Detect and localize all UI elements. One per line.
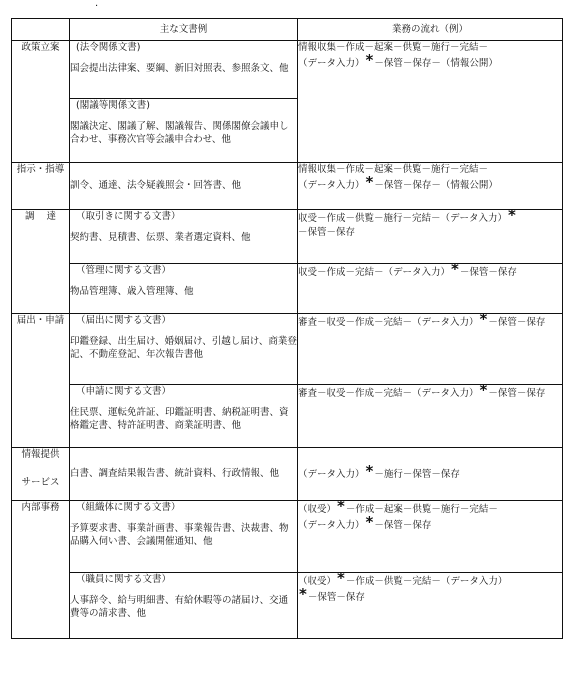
category-label: 調 bbox=[24, 211, 35, 222]
flow-line: －保管－保存 bbox=[298, 226, 356, 238]
category-policy bbox=[12, 41, 70, 163]
asterisk-marker: * bbox=[365, 512, 374, 531]
category-instruction bbox=[12, 163, 70, 210]
doc-subheading: （届出に関する文書） bbox=[76, 315, 172, 326]
doc-subheading: （申請に関する文書） bbox=[76, 386, 172, 397]
category-label: 情報提供 bbox=[21, 449, 60, 460]
flow-text: －施行－保管－保存 bbox=[374, 469, 460, 481]
flow-text: －保管－保存 bbox=[459, 267, 517, 278]
doc-subheading: (法令関係文書) bbox=[76, 42, 141, 53]
flow-text: －保管－保存 bbox=[488, 317, 546, 328]
flow-text: （データ入力） bbox=[298, 519, 365, 531]
flow-cell bbox=[298, 569, 563, 639]
table-row bbox=[12, 448, 563, 501]
flow-text: 収受－作成－供覧－施行－完結－（データ入力） bbox=[298, 213, 508, 224]
flow-cell bbox=[298, 163, 563, 210]
category-filing bbox=[12, 314, 70, 448]
doc-cell bbox=[70, 210, 298, 264]
doc-cell bbox=[70, 501, 298, 573]
doc-examples: 閣議決定、閣議了解、閣議報告、関係閣僚会議申し合わせ、事務次官等会議申合わせ、他 bbox=[70, 120, 289, 145]
doc-examples: 人事辞令、給与明細書、有給休暇等の諸届け、交通費等の請求書、他 bbox=[70, 594, 289, 619]
table-header-row bbox=[12, 19, 563, 41]
header-category bbox=[12, 19, 70, 41]
table-row bbox=[12, 264, 563, 314]
doc-subheading: （管理に関する文書） bbox=[76, 265, 172, 276]
flow-cell bbox=[298, 260, 563, 314]
flow-text: －保管－保存－（情報公開） bbox=[374, 57, 498, 69]
flow-line: 情報収集－作成－起案－供覧－施行－完結－ bbox=[298, 164, 489, 175]
table-row bbox=[12, 210, 563, 264]
flow-text: （収受） bbox=[298, 504, 337, 515]
flow-text: －保管－保存－（情報公開） bbox=[374, 179, 498, 191]
category-label: 内部事務 bbox=[21, 502, 60, 513]
doc-examples: 契約書、見積書、伝票、業者選定資料、他 bbox=[70, 231, 251, 243]
doc-cell bbox=[70, 163, 298, 210]
flow-line: 情報収集－作成－起案－供覧－施行－完結－ bbox=[298, 42, 489, 53]
flow-cell bbox=[298, 448, 563, 501]
flow-cell bbox=[298, 206, 563, 264]
doc-subheading: (閣議等関係文書) bbox=[76, 100, 150, 111]
doc-examples: 訓令、通達、法令疑義照会・回答書、他 bbox=[70, 180, 242, 192]
doc-cell bbox=[70, 314, 298, 385]
table-row bbox=[12, 163, 563, 210]
doc-subheading: （組織体に関する文書） bbox=[76, 502, 181, 513]
category-procurement bbox=[12, 210, 70, 314]
doc-subheading: （取引きに関する文書） bbox=[76, 211, 181, 222]
flow-text: 収受－作成－完結－（データ入力） bbox=[298, 267, 451, 278]
asterisk-marker: * bbox=[508, 206, 516, 224]
doc-cell bbox=[70, 448, 298, 501]
doc-cell bbox=[70, 385, 298, 448]
category-label: 届出・申請 bbox=[16, 315, 65, 326]
header-flow: 業務の流れ（例） bbox=[298, 19, 563, 41]
flow-cell bbox=[298, 41, 563, 163]
flow-text: 審査－収受－作成－完結－（データ入力） bbox=[298, 317, 479, 328]
flow-text: （データ入力） bbox=[298, 179, 365, 191]
flow-line bbox=[298, 584, 562, 605]
flow-line bbox=[298, 381, 562, 401]
flow-text: 審査－収受－作成－完結－（データ入力） bbox=[298, 388, 479, 399]
category-label: 達 bbox=[46, 211, 57, 222]
doc-cell bbox=[70, 41, 298, 99]
scan-dot: · bbox=[95, 1, 99, 12]
flow-cell bbox=[298, 497, 563, 573]
asterisk-marker: * bbox=[299, 584, 307, 603]
doc-examples: 印鑑登録、出生届け、婚姻届け、引越し届け、商業登記、不動産登記、年次報告書他 bbox=[70, 335, 297, 360]
table-row bbox=[12, 501, 563, 573]
category-info-service bbox=[12, 448, 70, 501]
asterisk-marker: * bbox=[365, 50, 374, 69]
flow-text: －保管－保存 bbox=[307, 591, 365, 603]
doc-cell bbox=[70, 264, 298, 314]
doc-cell bbox=[70, 573, 298, 639]
flow-line bbox=[298, 462, 562, 482]
flow-text: －保管－保存 bbox=[374, 519, 432, 531]
flow-text: （データ入力） bbox=[298, 469, 365, 481]
doc-examples: 国会提出法律案、要綱、新旧対照表、参照条文、他 bbox=[70, 62, 289, 74]
doc-examples: 物品管理簿、歳入管理簿、他 bbox=[70, 285, 194, 297]
flow-line bbox=[298, 260, 562, 280]
doc-examples: 予算要求書、事業計画書、事業報告書、決裁書、物品購入伺い書、会議開催通知、他 bbox=[70, 522, 289, 547]
flow-line bbox=[298, 497, 562, 517]
flow-text: －保管－保存 bbox=[488, 388, 546, 399]
flow-text: （収受） bbox=[298, 576, 337, 587]
doc-subheading: （職員に関する文書） bbox=[76, 574, 172, 585]
category-label: サービス bbox=[21, 476, 60, 488]
flow-cell bbox=[298, 381, 563, 448]
asterisk-marker: * bbox=[337, 569, 345, 587]
asterisk-marker: * bbox=[365, 172, 374, 191]
doc-examples: 白書、調査結果報告書、統計資料、行政情報、他 bbox=[70, 468, 280, 480]
flow-line bbox=[298, 310, 562, 330]
flow-line bbox=[298, 569, 562, 589]
table-row bbox=[12, 41, 563, 99]
doc-cell bbox=[70, 99, 298, 163]
asterisk-marker: * bbox=[365, 462, 374, 481]
asterisk-marker: * bbox=[337, 497, 345, 515]
asterisk-marker: * bbox=[479, 310, 488, 328]
flow-text: －作成－供覧－完結－（データ入力） bbox=[345, 576, 508, 587]
flow-text: （データ入力） bbox=[298, 57, 365, 69]
flow-line bbox=[298, 206, 562, 226]
category-label: 指示・指導 bbox=[16, 164, 65, 175]
document-workflow-table bbox=[11, 18, 563, 639]
flow-line bbox=[298, 50, 562, 71]
header-documents: 主な文書例 bbox=[70, 19, 298, 41]
category-internal-affairs bbox=[12, 501, 70, 639]
category-label: 政策立案 bbox=[21, 42, 60, 53]
table-row bbox=[12, 385, 563, 448]
asterisk-marker: * bbox=[479, 381, 488, 399]
flow-cell bbox=[298, 310, 563, 385]
table-row bbox=[12, 573, 563, 639]
flow-line bbox=[298, 172, 562, 193]
flow-text: －作成－起案－供覧－施行－完結－ bbox=[345, 504, 498, 515]
table-row bbox=[12, 314, 563, 385]
asterisk-marker: * bbox=[451, 260, 459, 278]
doc-examples: 住民票、運転免許証、印鑑証明書、納税証明書、資格鑑定書、特許証明書、商業証明書、他 bbox=[70, 406, 289, 431]
flow-line bbox=[298, 512, 562, 533]
